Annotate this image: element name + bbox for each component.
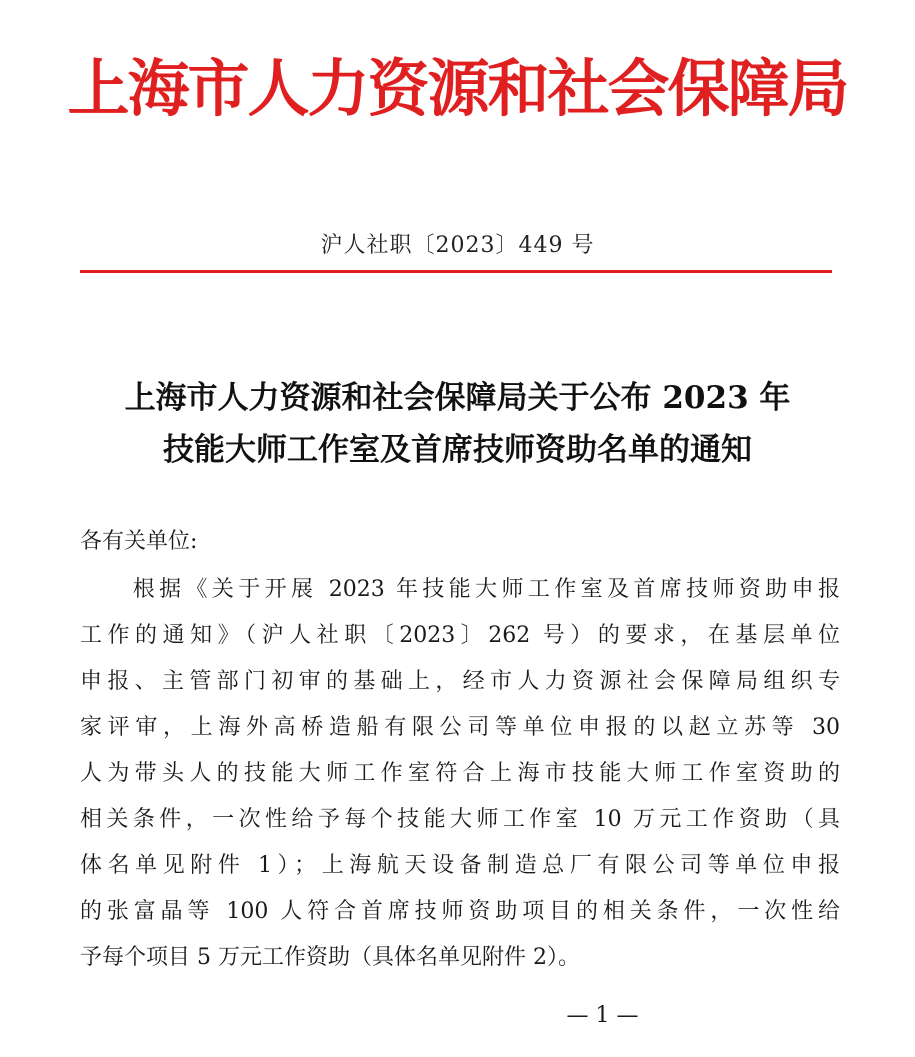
body-paragraph: [80, 567, 840, 981]
body-line: 根据《关于开展 2023 年技能大师工作室及首席技师资助申报: [80, 577, 840, 602]
body-line: 申报、主管部门初审的基础上，经市人力资源社会保障局组织专: [80, 669, 840, 694]
page-number: — 1 —: [566, 1003, 639, 1028]
body-line: 相关条件，一次性给予每个技能大师工作室 10 万元工作资助（具: [80, 807, 840, 832]
salutation: 各有关单位:: [80, 529, 198, 554]
body-line: 体名单见附件 1）；上海航天设备制造总厂有限公司等单位申报: [80, 853, 840, 878]
body-line: 的张富晶等 100 人符合首席技师资助项目的相关条件，一次性给: [80, 899, 840, 924]
body-line: 家评审，上海外高桥造船有限公司等单位申报的以赵立苏等 30: [80, 715, 840, 740]
red-divider-line: [80, 270, 832, 273]
agency-masthead: 上海市人力资源和社会保障局: [67, 52, 848, 125]
body-line: 工作的通知》（沪人社职〔2023〕262 号）的要求，在基层单位: [80, 623, 840, 648]
document-number: 沪人社职〔2023〕449 号: [320, 233, 595, 258]
body-line: 人为带头人的技能大师工作室符合上海市技能大师工作室资助的: [80, 761, 840, 786]
body-line: 予每个项目 5 万元工作资助（具体名单见附件 2）。: [80, 945, 580, 970]
title-line-1: 上海市人力资源和社会保障局关于公布 2023 年: [124, 380, 791, 416]
notice-title: [0, 372, 915, 476]
title-line-2: 技能大师工作室及首席技师资助名单的通知: [163, 432, 752, 468]
